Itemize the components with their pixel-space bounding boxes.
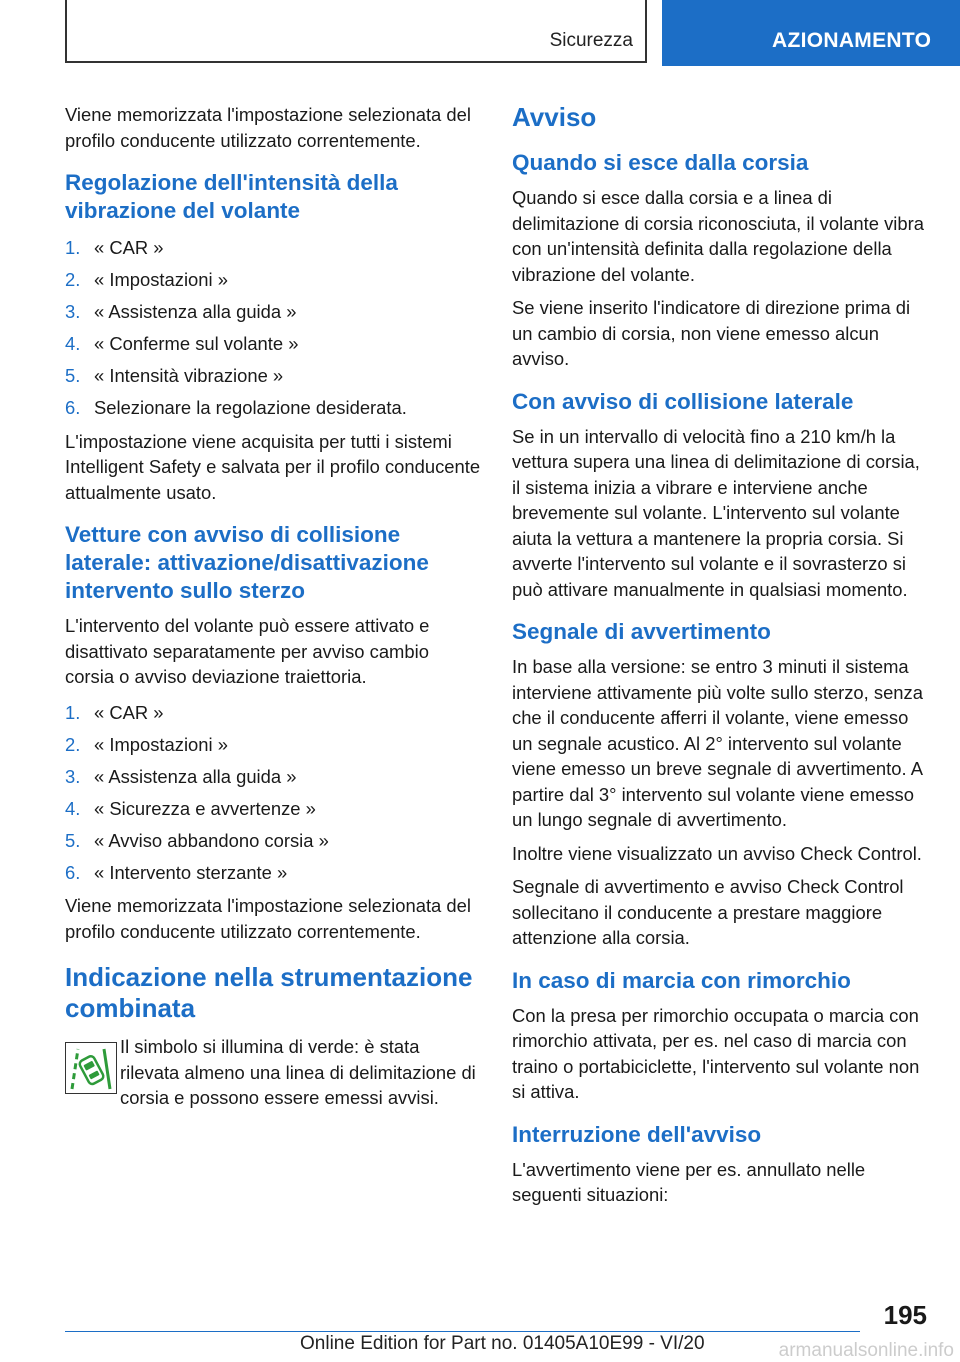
step-text: « Assistenza alla guida » [94, 765, 297, 787]
step-text: « Sicurezza e avvertenze » [94, 797, 316, 819]
step-number: 4. [65, 797, 81, 819]
page-number: 195 [883, 1300, 927, 1330]
footer-divider [65, 1331, 860, 1332]
step-text: « Impostazioni » [94, 733, 228, 755]
step-number: 3. [65, 765, 81, 787]
heading-warning-interruption: Interruzione dell'avviso [512, 1121, 762, 1147]
steps-list-intensity [65, 235, 481, 421]
step-number: 4. [65, 333, 81, 354]
heading-trailer: In caso di marcia con rimorchio [512, 967, 851, 993]
icon-description-row [65, 1034, 481, 1111]
heading-side-collision: Con avviso di collisione laterale [512, 388, 854, 414]
heading-vibration-intensity: Regolazione dell'intensità della vibrazione del volante [65, 170, 398, 223]
step-text: « Conferme sul volante » [94, 333, 299, 354]
list-item [65, 395, 481, 421]
list-item [65, 860, 481, 886]
step-number: 1. [65, 701, 81, 723]
paragraph-warning-interruption: L'avvertimento viene per es. annullato nelle seguenti situazioni: [512, 1158, 866, 1205]
step-text: « CAR » [94, 701, 164, 723]
paragraph-warning-signal-3: Segnale di avvertimento e avviso Check Control sollecitano il conducente a prestare maggiore attenzione alla corsia. [512, 876, 904, 948]
step-text: « Intervento sterzante » [94, 861, 288, 883]
left-column [65, 102, 481, 1119]
footer-edition: Online Edition for Part no. 01405A10E99 - VI/20 [300, 1333, 705, 1354]
heading-instrument-cluster: Indicazione nella strumentazione combinata [65, 962, 473, 1023]
watermark: armanualsonline.info [778, 1340, 954, 1361]
paragraph-side-collision: Se in un intervallo di velocità fino a 210 km/h la vettura supera una linea di delimitazione di corsia, il sistema inizia a vibrare e interviene anche brevemente sul volante. L'intervento sul volante aiuta la vettura a mantenere la propria corsia. Si avverte l'intervento sul volante e il sovrasterzo si può attivare manualmente in qualsiasi momento. [512, 425, 920, 600]
step-text: « Assistenza alla guida » [94, 301, 297, 322]
list-item [65, 299, 481, 325]
list-item [65, 700, 481, 726]
paragraph-leaving-lane-2: Se viene inserito l'indicatore di direzione prima di un cambio di corsia, non viene emesso alcun avviso. [512, 297, 911, 369]
intro-paragraph: Viene memorizzata l'impostazione selezionata del profilo conducente utilizzato correntemente. [65, 104, 471, 151]
heading-warning: Avviso [512, 102, 597, 132]
step-number: 5. [65, 365, 81, 386]
paragraph-icon-description: Il simbolo si illumina di verde: è stata rilevata almeno una linea di delimitazione di corsia e possono essere emessi avvisi. [120, 1036, 476, 1108]
step-number: 2. [65, 733, 81, 755]
header-section-box [65, 0, 647, 63]
paragraph-leaving-lane-1: Quando si esce dalla corsia e a linea di delimitazione di corsia riconosciuta, il volante vibra con un'intensità definita dalla regolazione della vibrazione del volante. [512, 187, 924, 285]
list-item [65, 732, 481, 758]
paragraph-warning-signal-2: Inoltre viene visualizzato un avviso Check Control. [512, 842, 922, 864]
list-item [65, 828, 481, 854]
paragraph-settings-saved: L'impostazione viene acquisita per tutti i sistemi Intelligent Safety e salvata per il profilo conducente attualmente usato. [65, 430, 481, 503]
list-item [65, 363, 481, 389]
paragraph-settings-stored: Viene memorizzata l'impostazione selezionata del profilo conducente utilizzato correntemente. [65, 895, 471, 942]
list-item [65, 267, 481, 293]
page-header [0, 0, 960, 66]
step-text: Selezionare la regolazione desiderata. [94, 397, 407, 418]
list-item [65, 331, 481, 357]
paragraph-warning-signal-1: In base alla versione: se entro 3 minuti il sistema interviene attivamente più volte sullo sterzo, senza che il conducente afferri il volante, viene emesso un segnale acustico. Al 2° intervento sul volante viene emesso un breve segnale di avvertimento. A partire dal 3° intervento sul volante viene emesso un lungo segnale di avvertimento. [512, 656, 923, 830]
step-text: « Impostazioni » [94, 269, 228, 290]
steps-list-steering [65, 700, 481, 886]
heading-warning-signal: Segnale di avvertimento [512, 619, 771, 644]
step-number: 1. [65, 237, 81, 258]
list-item [65, 764, 481, 790]
step-text: « Avviso abbandono corsia » [94, 829, 329, 851]
step-number: 5. [65, 829, 81, 851]
heading-leaving-lane: Quando si esce dalla corsia [512, 150, 809, 175]
step-number: 6. [65, 861, 81, 883]
step-text: « Intensità vibrazione » [94, 365, 284, 386]
step-number: 6. [65, 397, 81, 418]
step-number: 3. [65, 301, 81, 322]
header-section-title: Sicurezza [549, 30, 633, 51]
header-chapter-tab: AZIONAMENTO [662, 0, 960, 66]
heading-side-collision-steering: Vetture con avviso di collisione laterale: attivazione/disattivazione intervento sullo sterzo [65, 522, 429, 603]
lane-departure-icon [65, 1042, 117, 1094]
list-item [65, 235, 481, 261]
list-item [65, 796, 481, 822]
paragraph-steering-intervention: L'intervento del volante può essere attivato e disattivato separatamente per avviso cambio corsia o avviso deviazione traiettoria. [65, 615, 430, 687]
right-column [512, 102, 927, 1216]
step-text: « CAR » [94, 237, 164, 258]
paragraph-trailer: Con la presa per rimorchio occupata o marcia con rimorchio attivata, per es. nel caso di marcia con traino o portabiciclette, l'intervento sul volante non si attiva. [512, 1004, 920, 1102]
step-number: 2. [65, 269, 81, 290]
